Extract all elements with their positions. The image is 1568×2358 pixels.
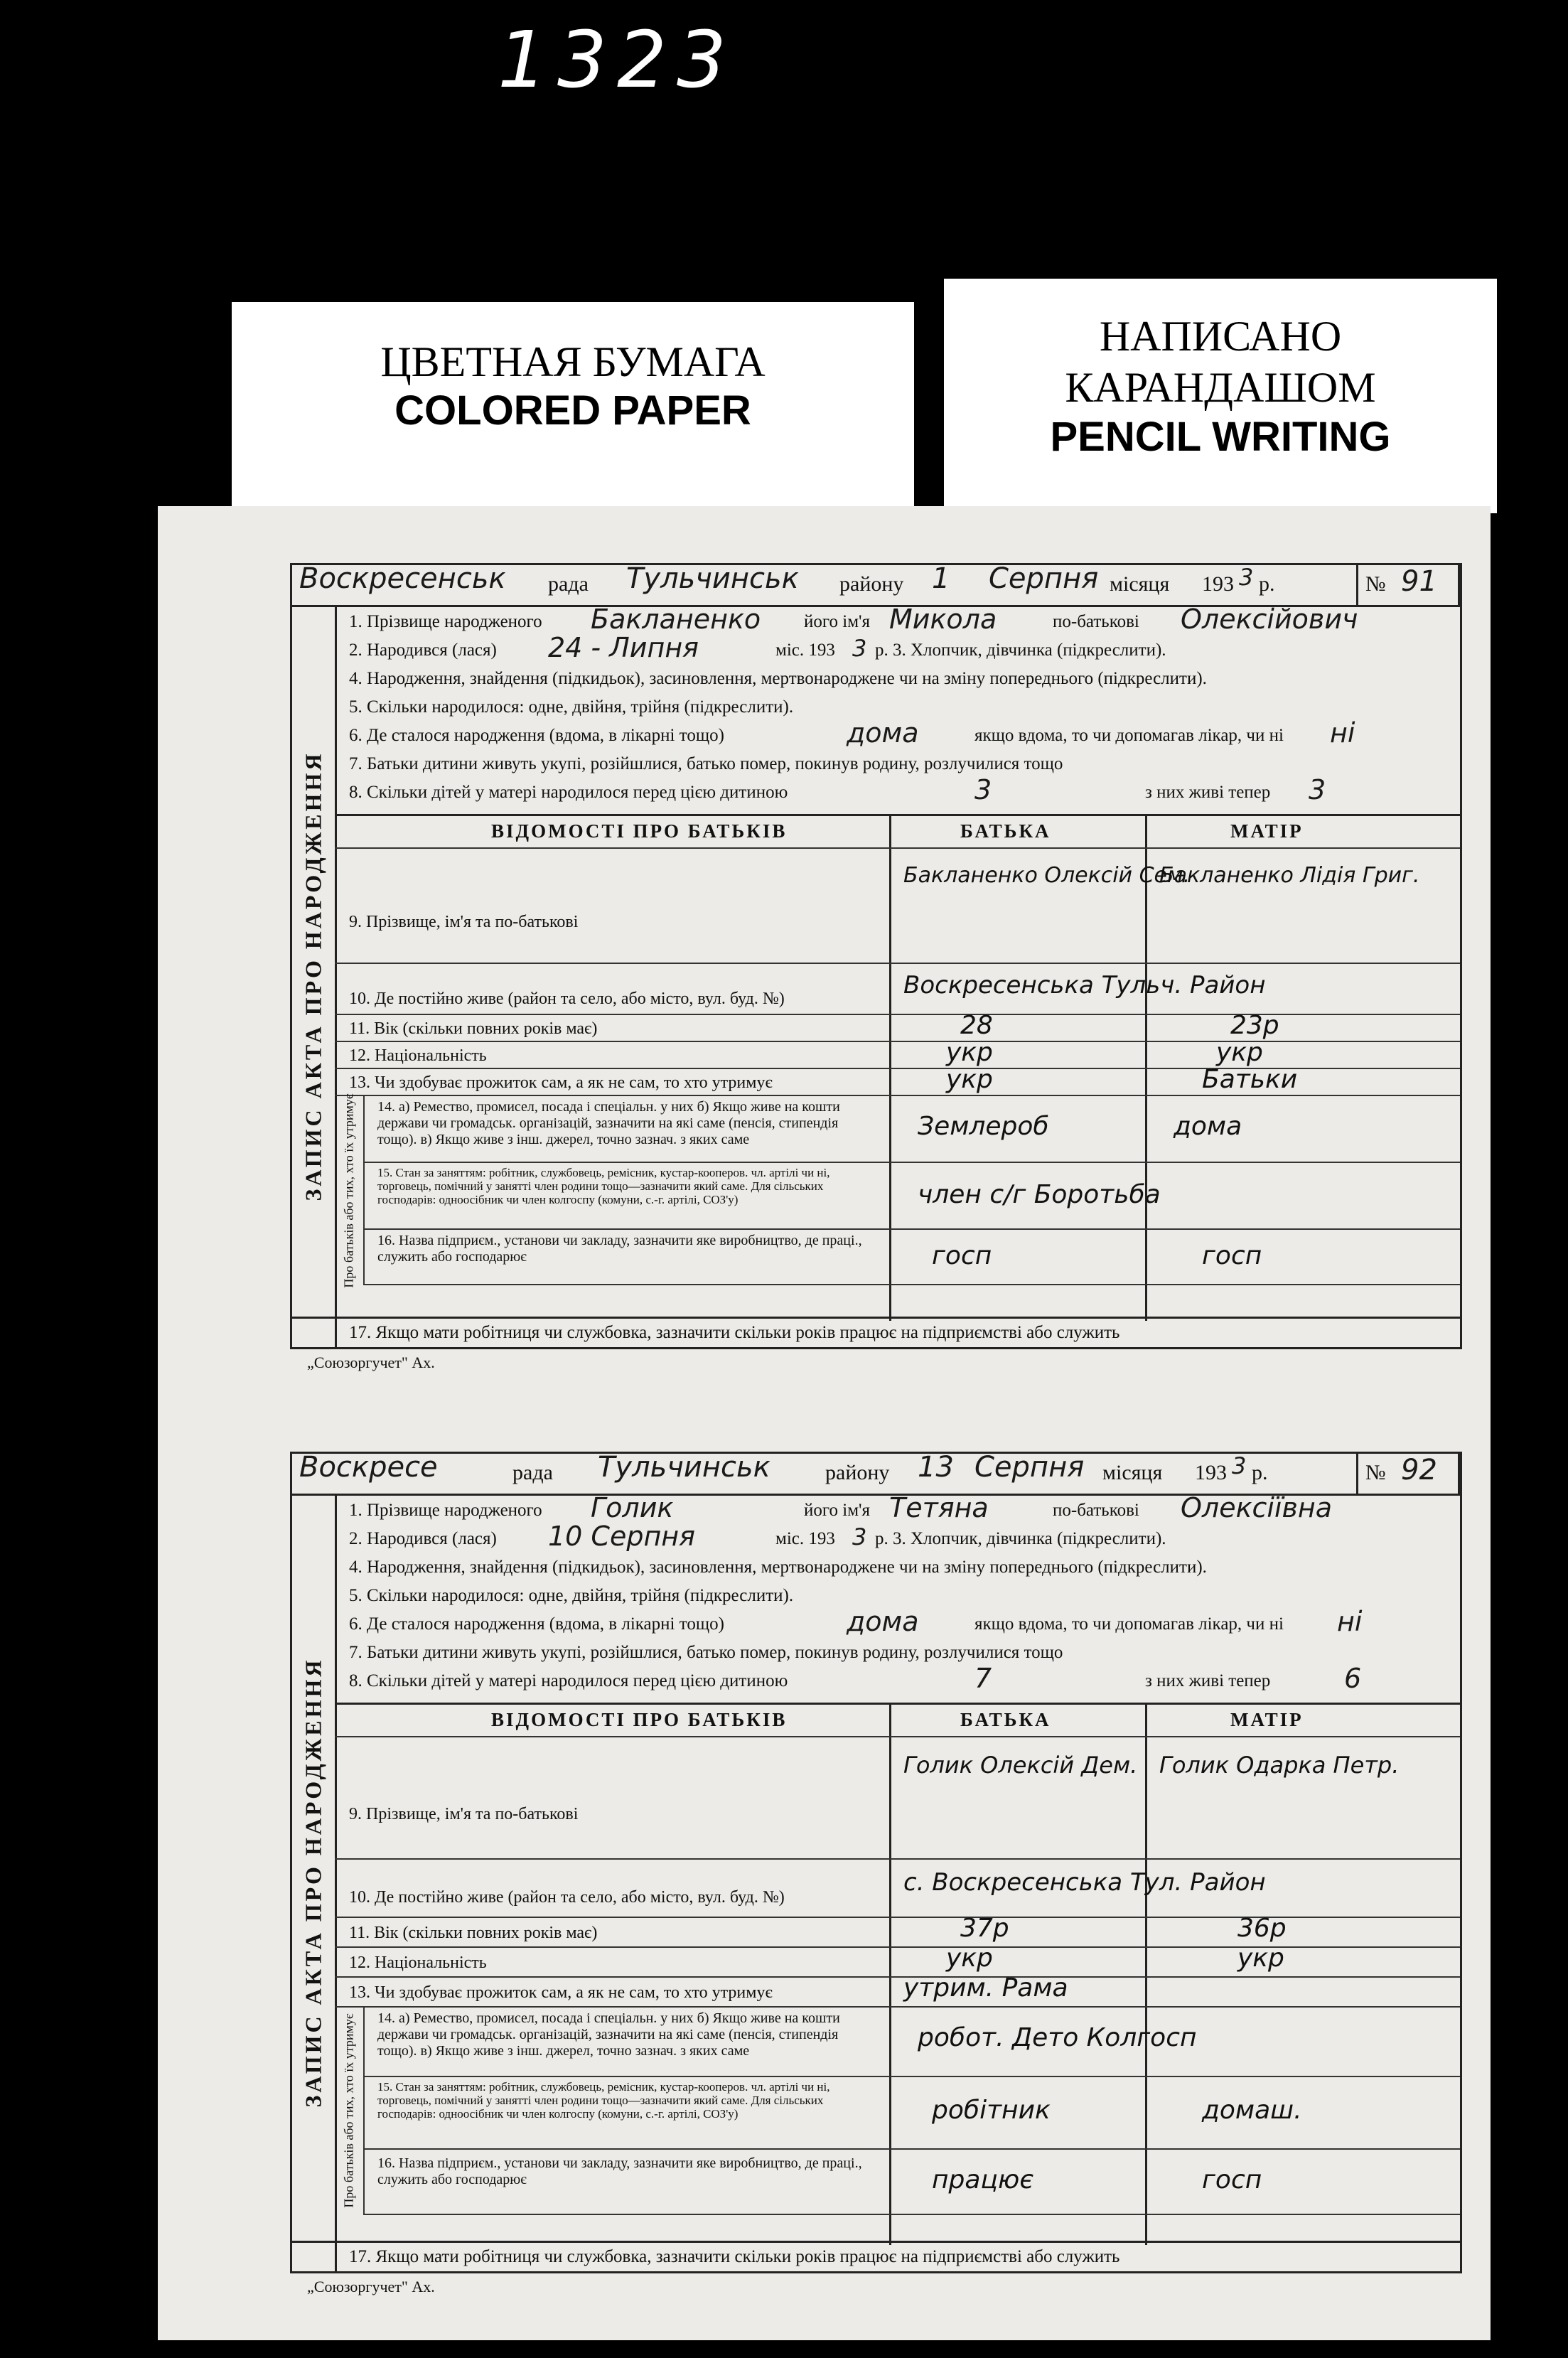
pencil-writing-note (944, 279, 1497, 513)
side-title (292, 1494, 337, 2271)
year-label: 193 (1202, 572, 1234, 596)
line-2 (349, 632, 1446, 663)
row-14-label: 14. а) Ремество, промисел, посада і спеціальн. у них б) Якщо живе на кошти держави чи громадськ. організацій, зазначити на які саме (пенсія, стипендія тощо). в) Якщо живе з інш. джерел, точно зазнач. з яких саме (377, 2010, 840, 2059)
line-1-patronymic-label: по-батькові (1053, 1501, 1139, 1520)
row-14 (363, 2008, 1460, 2077)
line-2 (349, 1521, 1446, 1552)
record-year-digit: 3 (1232, 1452, 1247, 1479)
father-age: 28 (960, 1011, 993, 1040)
line-8-alive-label: з них живі тепер (1145, 1671, 1271, 1690)
colored-paper-ru: ЦВЕТНАЯ БУМАГА (380, 338, 766, 385)
children-alive: 3 (1309, 774, 1326, 805)
father-nationality: укр (946, 1038, 993, 1067)
district-name: Тульчинськ (598, 1451, 770, 1484)
sub-side-label (335, 2008, 365, 2214)
birth-day: 10 Серпня (548, 1521, 696, 1552)
father-name: Голик Олексій Дем. (903, 1752, 1138, 1779)
line-1-label: 1. Прізвище народженого (349, 612, 542, 631)
pencil-writing-en: PENCIL WRITING (1050, 414, 1391, 460)
child-surname: Бакланенко (591, 604, 761, 635)
line-1-name-label: його ім'я (804, 612, 871, 631)
year-label: 193 (1195, 1461, 1227, 1484)
row-16 (363, 1230, 1460, 1285)
rada-label: рада (512, 1461, 553, 1484)
row-15-label: 15. Стан за заняттям: робітник, службовець, ремісник, кустар-кооперов. чл. артілі чи ні, торговець, помічний у занятті член родини тощо—зазначити який саме. Для сільських господарів: одноосібник чи член колгоспу (комуни, с.-г. артілі, СОЗ'у) (377, 1166, 830, 1206)
row-10-label: 10. Де постійно живе (район та село, або місто, вул. буд. №) (349, 990, 785, 1008)
father-occupation: робот. Дето Колгосп (918, 2023, 1197, 2052)
row-15-label: 15. Стан за заняттям: робітник, службовець, ремісник, кустар-кооперов. чл. артілі чи ні, торговець, помічний у занятті член родини тощо—зазначити який саме. Для сільських господарів: одноосібник чи член колгоспу (комуни, с.-г. артілі, СОЗ'у) (377, 2080, 830, 2121)
publisher-mark-2: „Союзоргучет" Ах. (307, 2278, 435, 2295)
child-patronymic: Олексіївна (1181, 1492, 1333, 1523)
father-enterprise: госп (932, 1241, 992, 1270)
parents-table (335, 814, 1460, 1321)
father-age: 37р (960, 1914, 1009, 1943)
birth-year-digit: 3 (852, 1523, 867, 1550)
record-header (292, 1451, 1460, 1496)
father-nationality: укр (946, 1944, 993, 1973)
mother-nationality: укр (1216, 1038, 1263, 1067)
line-1 (349, 1492, 1446, 1523)
child-name: Тетяна (889, 1492, 989, 1523)
mother-header: МАТІР (1230, 1709, 1304, 1730)
record-day: 1 (932, 562, 950, 595)
doctor-assisted: ні (1330, 717, 1355, 749)
row-13 (335, 1973, 1460, 2008)
line-6-doctor-label: якщо вдома, то чи допомагав лікар, чи ні (974, 726, 1284, 745)
children-before: 7 (974, 1663, 992, 1694)
row-16-label: 16. Назва підприєм., установи чи закладу, зазначити яке виробництво, де праці., служить або господарює (377, 1233, 862, 1265)
mother-name: Бакланенко Лідія Григ. (1159, 863, 1420, 888)
child-surname: Голик (591, 1492, 674, 1523)
line-2-label: 2. Народився (лася) (349, 1529, 497, 1548)
row-14 (363, 1096, 1460, 1163)
row-9 (335, 849, 1460, 964)
pencil-writing-ru-2: КАРАНДАШОМ (1065, 364, 1376, 411)
row-13-label: 13. Чи здобуває прожиток сам, а як не сам, то хто утримує (349, 1983, 773, 2002)
row-11 (335, 1011, 1460, 1042)
mother-name: Голик Одарка Петр. (1159, 1752, 1400, 1779)
line-6 (349, 717, 1446, 749)
line-4: 4. Народження, знайдення (підкидьок), засиновлення, мертвонароджене чи на зміну попереднього (підкреслити). (349, 1558, 1207, 1577)
mother-support: Батьки (1202, 1065, 1298, 1094)
record-number: 91 (1401, 565, 1437, 598)
pencil-writing-ru-1: НАПИСАНО (1099, 313, 1342, 360)
sub-side-label (335, 1093, 365, 1288)
birth-record-1 (290, 563, 1462, 1349)
father-status: член с/г Боротьба (918, 1180, 1161, 1209)
line-7: 7. Батьки дитини живуть укупі, розійшлися, батько помер, покинув родину, розлучилися тощо (349, 1643, 1063, 1662)
line-17-label: 17. Якщо мати робітниця чи службовка, зазначити скільки років працює на підприємстві або служить (349, 2247, 1120, 2266)
village-council: Воскресе (299, 1451, 438, 1484)
line-5: 5. Скільки народилося: одне, двійня, трійня (підкреслити). (349, 1586, 794, 1605)
line-17 (292, 1317, 1460, 1347)
line-8 (349, 1663, 1446, 1694)
month-label: місяця (1110, 572, 1170, 596)
line-2-year-label: міс. 193 (775, 1529, 835, 1548)
birth-record-sheet (158, 506, 1491, 2340)
father-header: БАТЬКА (960, 820, 1051, 842)
father-residence: Воскресенська Тульч. Район (903, 971, 1266, 1000)
row-11-label: 11. Вік (скільки повних років має) (349, 1019, 598, 1038)
line-8-label: 8. Скільки дітей у матері народилося перед цією дитиною (349, 783, 788, 802)
line-1-patronymic-label: по-батькові (1053, 612, 1139, 631)
birth-day: 24 - Липня (548, 632, 699, 663)
frame-number: 1323 (498, 14, 736, 105)
parents-info-header: ВІДОМОСТІ ПРО БАТЬКІВ (491, 820, 788, 842)
father-support: утрим. Рама (903, 1973, 1068, 2003)
year-suffix: р. (1252, 1461, 1268, 1484)
record-month: Серпня (989, 562, 1099, 595)
doctor-assisted: ні (1337, 1606, 1363, 1637)
mother-status: домаш. (1202, 2096, 1302, 2125)
parents-info-header: ВІДОМОСТІ ПРО БАТЬКІВ (491, 1709, 788, 1730)
child-patronymic: Олексійович (1181, 604, 1358, 635)
record-header (292, 562, 1460, 607)
sub-side-text: Про батьків або тих, хто їх утримує (341, 2013, 356, 2208)
line-1-label: 1. Прізвище народженого (349, 1501, 542, 1520)
children-before: 3 (974, 774, 992, 805)
line-5: 5. Скільки народилося: одне, двійня, трійня (підкреслити). (349, 697, 794, 717)
row-10 (335, 1860, 1460, 1918)
line-8 (349, 774, 1446, 805)
colored-paper-en: COLORED PAPER (394, 387, 751, 434)
side-title-text: ЗАПИС АКТА ПРО НАРОДЖЕННЯ (300, 1657, 326, 2108)
parents-table (335, 1703, 1460, 2245)
line-8-label: 8. Скільки дітей у матері народилося перед цією дитиною (349, 1671, 788, 1690)
children-alive: 6 (1344, 1663, 1362, 1694)
line-2-year-label: міс. 193 (775, 641, 835, 660)
father-status: робітник (932, 2096, 1051, 2125)
record-number: 92 (1401, 1454, 1437, 1486)
father-support: укр (946, 1065, 993, 1094)
row-12 (335, 1944, 1460, 1978)
line-6-label: 6. Де сталося народження (вдома, в лікарні тощо) (349, 1614, 724, 1634)
rada-label: рада (548, 572, 589, 596)
father-residence: с. Воскресенська Тул. Район (903, 1868, 1266, 1897)
row-13-label: 13. Чи здобуває прожиток сам, а як не сам, то хто утримує (349, 1073, 773, 1092)
colored-paper-note (232, 302, 914, 515)
district-name: Тульчинськ (626, 562, 799, 595)
line-2-sex-label: р. 3. Хлопчик, дівчинка (підкреслити). (875, 641, 1166, 660)
record-year-digit: 3 (1239, 564, 1254, 591)
line-7: 7. Батьки дитини живуть укупі, розійшлися, батько помер, покинув родину, розлучилися тощо (349, 754, 1063, 773)
row-11-label: 11. Вік (скільки повних років має) (349, 1924, 598, 1942)
row-12-label: 12. Національність (349, 1046, 487, 1065)
publisher-mark-1: „Союзоргучет" Ах. (307, 1354, 435, 1371)
year-suffix: р. (1259, 572, 1275, 596)
village-council: Воскресенськ (299, 562, 506, 595)
row-9-label: 9. Прізвище, ім'я та по-батькові (349, 1805, 579, 1823)
row-12-label: 12. Національність (349, 1954, 487, 1972)
row-9-label: 9. Прізвище, ім'я та по-батькові (349, 913, 579, 931)
mother-age: 36р (1237, 1914, 1287, 1943)
row-10-label: 10. Де постійно живе (район та село, або місто, вул. буд. №) (349, 1888, 785, 1907)
side-title-text: ЗАПИС АКТА ПРО НАРОДЖЕННЯ (300, 751, 326, 1201)
mother-header: МАТІР (1230, 820, 1304, 842)
rayon-label: району (839, 572, 904, 596)
row-16-label: 16. Назва підприєм., установи чи закладу, зазначити яке виробництво, де праці., служить або господарює (377, 2155, 862, 2187)
row-11 (335, 1914, 1460, 1948)
child-name: Микола (889, 604, 997, 635)
rayon-label: району (825, 1461, 890, 1484)
row-16 (363, 2150, 1460, 2215)
record-month: Серпня (974, 1451, 1085, 1484)
line-1-name-label: його ім'я (804, 1501, 871, 1520)
line-6-doctor-label: якщо вдома, то чи допомагав лікар, чи ні (974, 1614, 1284, 1634)
birth-place: дома (847, 717, 919, 749)
line-6 (349, 1606, 1446, 1637)
row-9 (335, 1737, 1460, 1860)
side-title (292, 605, 337, 1347)
birth-year-digit: 3 (852, 635, 867, 662)
mother-enterprise: госп (1202, 2165, 1262, 2194)
line-6-label: 6. Де сталося народження (вдома, в лікарні тощо) (349, 726, 724, 745)
father-enterprise: працює (932, 2165, 1034, 2194)
row-15 (363, 2077, 1460, 2150)
row-13 (335, 1065, 1460, 1096)
mother-age: 23р (1230, 1011, 1279, 1040)
line-17-label: 17. Якщо мати робітниця чи службовка, зазначити скільки років працює на підприємстві або служить (349, 1323, 1120, 1342)
father-name: Бакланенко Олексій Сем. (903, 863, 1191, 888)
mother-enterprise: госп (1202, 1241, 1262, 1270)
number-sign: № (1365, 572, 1386, 596)
number-sign: № (1365, 1461, 1386, 1484)
birth-record-2 (290, 1452, 1462, 2273)
record-number-box (1356, 563, 1460, 607)
line-4: 4. Народження, знайдення (підкидьок), засиновлення, мертвонароджене чи на зміну попереднього (підкреслити). (349, 669, 1207, 688)
row-10 (335, 964, 1460, 1015)
father-header: БАТЬКА (960, 1709, 1051, 1730)
mother-occupation: дома (1174, 1112, 1242, 1141)
sub-side-text: Про батьків або тих, хто їх утримує (341, 1093, 356, 1288)
line-1 (349, 604, 1446, 635)
month-label: місяця (1102, 1461, 1163, 1484)
line-17 (292, 2241, 1460, 2271)
line-2-sex-label: р. 3. Хлопчик, дівчинка (підкреслити). (875, 1529, 1166, 1548)
father-occupation: Землероб (918, 1112, 1049, 1141)
mother-nationality: укр (1237, 1944, 1284, 1973)
row-14-label: 14. а) Ремество, промисел, посада і спеціальн. у них б) Якщо живе на кошти держави чи громадськ. організацій, зазначити на які саме (пенсія, стипендія тощо). в) Якщо живе з інш. джерел, точно зазнач. з яких саме (377, 1099, 840, 1147)
record-number-box (1356, 1452, 1460, 1496)
record-day: 13 (918, 1451, 954, 1484)
birth-place: дома (847, 1606, 919, 1637)
row-15 (363, 1163, 1460, 1230)
line-8-alive-label: з них живі тепер (1145, 783, 1271, 802)
line-2-label: 2. Народився (лася) (349, 641, 497, 660)
